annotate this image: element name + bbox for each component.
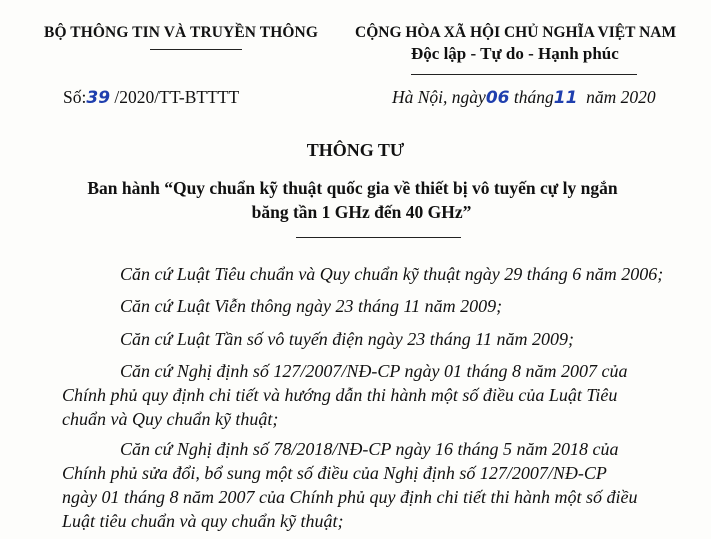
citation-5-line-3: ngày 01 tháng 8 năm 2007 của Chính phủ quy định chi tiết thi hành một số điều bbox=[62, 487, 638, 507]
ministry-underline bbox=[150, 49, 242, 50]
issue-date bbox=[392, 87, 656, 108]
subject-line-1: Ban hành “Quy chuẩn kỹ thuật quốc gia về thiết bị vô tuyến cự ly ngắn bbox=[87, 178, 618, 198]
citation-4-line-3: chuẩn và Quy chuẩn kỹ thuật; bbox=[62, 409, 279, 429]
citation-5-line-4: Luật tiêu chuẩn và quy chuẩn kỹ thuật; bbox=[62, 511, 344, 531]
date-month-label: tháng bbox=[513, 87, 554, 107]
citation-5-line-1: Căn cứ Nghị định số 78/2018/NĐ-CP ngày 16 tháng 5 năm 2018 của bbox=[120, 439, 619, 459]
date-place-prefix: Hà Nội, ngày bbox=[392, 87, 486, 107]
handwritten-number: 39 bbox=[86, 88, 111, 108]
citation-1: Căn cứ Luật Tiêu chuẩn và Quy chuẩn kỹ thuật ngày 29 tháng 6 năm 2006; bbox=[120, 264, 664, 284]
citation-4-line-1: Căn cứ Nghị định số 127/2007/NĐ-CP ngày 01 tháng 8 năm 2007 của bbox=[120, 361, 628, 381]
document-number bbox=[63, 87, 239, 108]
document-number-prefix: Số: bbox=[63, 87, 87, 107]
citation-5-line-2: Chính phủ sửa đổi, bổ sung một số điều của Nghị định số 127/2007/NĐ-CP bbox=[62, 463, 607, 483]
citation-2: Căn cứ Luật Viễn thông ngày 23 tháng 11 năm 2009; bbox=[120, 296, 503, 316]
subject-line-2: băng tần 1 GHz đến 40 GHz” bbox=[251, 202, 472, 222]
citation-4-line-2: Chính phủ quy định chi tiết và hướng dẫn thi hành một số điều của Luật Tiêu bbox=[62, 385, 618, 405]
handwritten-month: 11 bbox=[553, 88, 578, 108]
republic-name: CỘNG HÒA XÃ HỘI CHỦ NGHĨA VIỆT NAM bbox=[355, 24, 677, 41]
citation-3: Căn cứ Luật Tần số vô tuyến điện ngày 23 tháng 11 năm 2009; bbox=[120, 329, 574, 349]
date-year: năm 2020 bbox=[586, 87, 656, 107]
document-type-heading: THÔNG TƯ bbox=[306, 140, 405, 160]
subject-underline bbox=[296, 237, 461, 238]
ministry-name: BỘ THÔNG TIN VÀ TRUYỀN THÔNG bbox=[44, 24, 318, 41]
national-motto: Độc lập - Tự do - Hạnh phúc bbox=[411, 44, 619, 63]
motto-underline bbox=[411, 74, 637, 75]
document-number-suffix: /2020/TT-BTTTT bbox=[114, 87, 240, 107]
handwritten-day: 06 bbox=[485, 88, 510, 108]
